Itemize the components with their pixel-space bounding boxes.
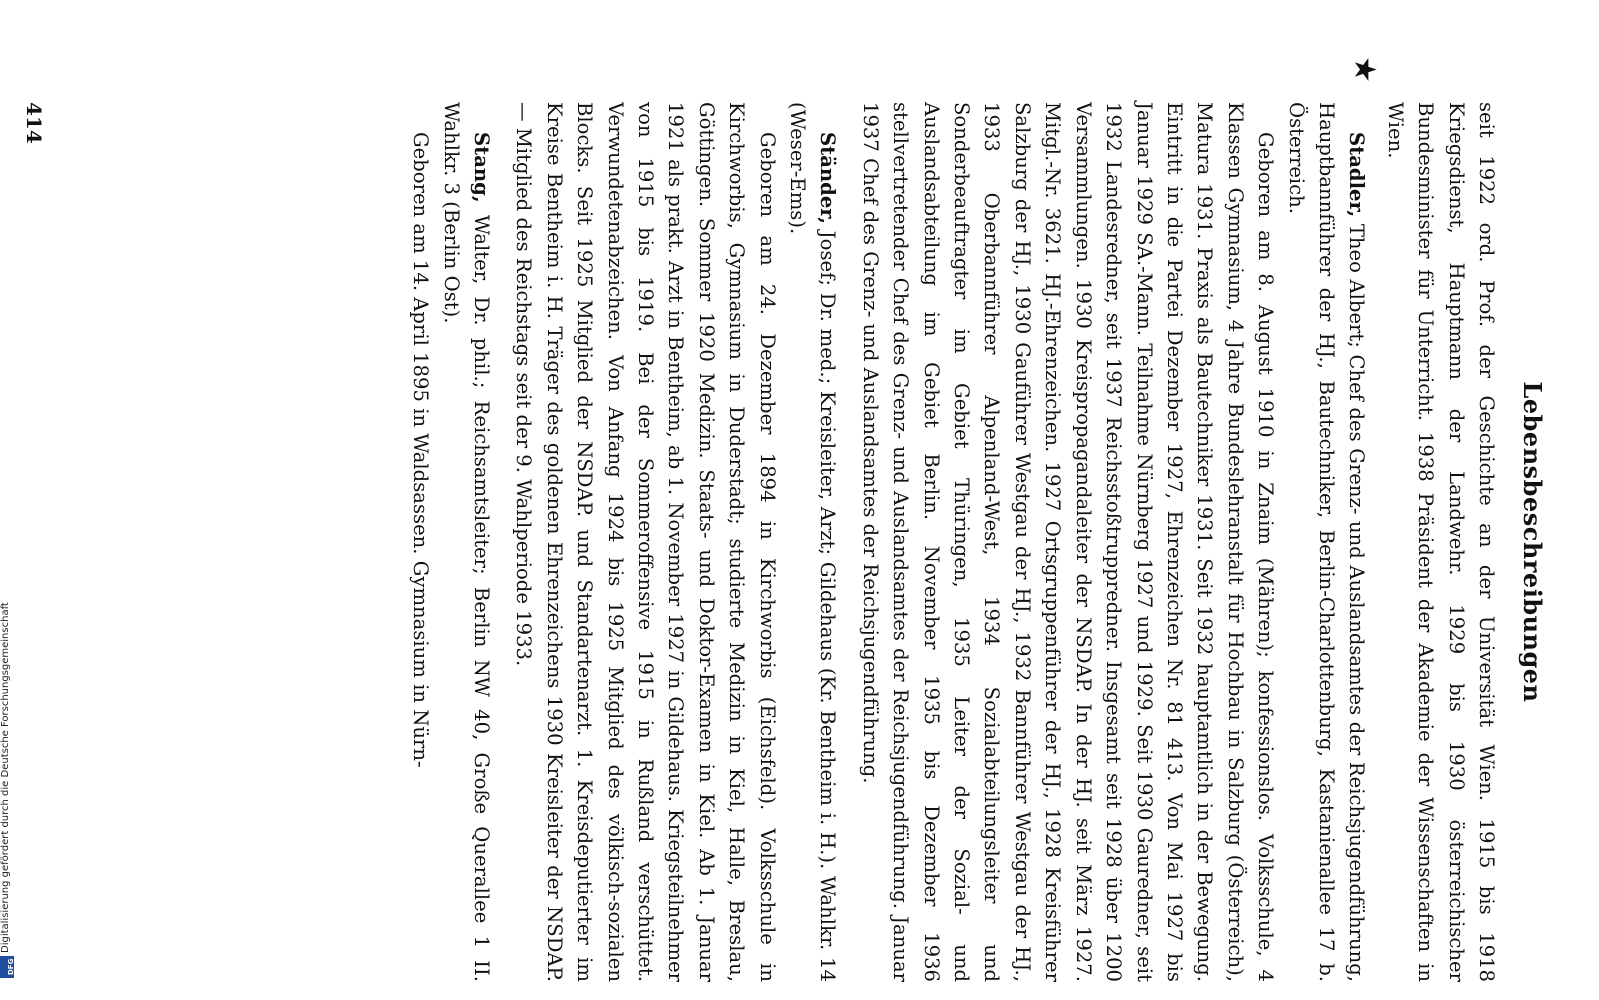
entry-name: Stadler, [1345, 132, 1369, 218]
entry-details: Josef; Dr. med.; Kreisleiter, Arzt; Gildehaus (Kr. Bentheim i. H.). Wahlkr. 14 (Weser-Ems). [786, 102, 840, 982]
page-number: 414 [22, 102, 46, 144]
continuation-paragraph: seit 1922 ord. Prof. der Geschichte an der Universität Wien. 1915 bis 1918 Kriegsdienst, Hauptmann der Landwehr. 1929 bis 1930 österreichischer Bundesminister für Unterricht. 1938 Präsident der Akademie der Wissenschaften in Wien. [1383, 102, 1498, 982]
entry-staender-body: Geboren am 24. Dezember 1894 in Kirchworbis (Eichsfeld). Volksschule in Kirchworbis, Gymnasium in Duderstadt; studierte Medizin in Kiel, Halle, Breslau, Göttingen. Sommer 1920 Medizin. Staats- und Doktor-Examen in Kiel. Ab 1. Januar 1921 als prakt. Arzt in Bentheim, ab 1. November 1927 in Gildehaus. Kriegsteilnehmer von 1915 bis 1919. Bei der Sommeroffensive 1915 in Rußland verschüttet. Verwundetenabzeichen. Von Anfang 1924 bis 1925 Mitglied des völkisch-sozialen Blocks. Seit 1925 Mitglied der NSDAP. und Standartenarzt. 1. Kreisdeputierter im Kreise Bentheim i. H. Träger des goldenen Ehrenzeichens 1930 Kreisleiter der NSDAP. — Mitglied des Reichstags seit der 9. Wahlperiode 1933. [512, 102, 779, 982]
text-column [405, 102, 1501, 982]
entry-stang-body: Geboren am 14. April 1895 in Waldsassen. Gymnasium in Nürn- [409, 132, 433, 768]
running-head: Lebensbeschreibungen [1518, 381, 1547, 703]
entry-details: Walter, Dr. phil.; Reichsamtsleiter; Berlin NW 40, Große Querallee 1 II. Wahlkr. 3 (Berlin Ost). [439, 102, 493, 982]
entry-name: Stang, [470, 132, 493, 203]
entry-name: Ständer, [816, 132, 840, 225]
entry-stadler-body: Geboren am 8. August 1910 in Znaim (Mähren); konfessionslos. Volksschule, 4 Klassen Gymnasium, 4 Jahre Bundeslehranstalt für Hochbau in Salzburg (Österreich), Matura 1931. Praxis als Bautechniker 1931. Seit 1932 hauptamtlich in der Bewegung. Eintritt in die Partei Dezember 1927, Ehrenzeichen Nr. 81 413. Von Mai 1927 bis Januar 1929 SA.-Mann. Teilnahme Nürnberg 1927 und 1929. Seit 1930 Gauredner, seit 1932 Landesredner, seit 1937 Reichsstoßtruppredner. Insgesamt seit 1928 über 1200 Versammlungen. 1930 Kreispropagandaleiter der NSDAP. In der HJ. seit März 1927. Mitgl.-Nr. 3621. HJ.-Ehrenzeichen. 1927 Ortsgruppenführer der HJ., 1928 Kreisführer Salzburg der HJ., 1930 Gauführer Westgau der HJ., 1932 Bannführer Westgau der HJ., 1933 Oberbannführer Alpenland-West, 1934 Sozialabteilungsleiter und Sonderbeauftragter im Gebiet Thüringen, 1935 Leiter der Sozial- und Auslandsabteilung im Gebiet Berlin. November 1935 bis Dezember 1936 stellvertretender Chef des Grenz- und Auslandsamtes der Reichsjugendführung. Januar 1937 Chef des Grenz- und Auslandsamtes der Reichsjugendführung. [858, 102, 1278, 982]
dfg-attribution: Digitalisierung gefördert durch die Deutsche Forschungsgemeinschaft [0, 602, 11, 953]
entry-staender-header [782, 102, 843, 982]
dfg-logo-icon: DFG [0, 956, 14, 978]
entry-stang-header [435, 102, 496, 982]
entry-details: Theo Albert; Chef des Grenz- und Auslandsamtes der Reichsjugendführung, Hauptbannführer der HJ., Bautechniker, Berlin-Charlottenburg, Kastanienallee 17 b. Österreich. [1284, 102, 1369, 982]
star-marker: ★ [1347, 56, 1382, 83]
entry-stadler-header [1280, 102, 1371, 982]
